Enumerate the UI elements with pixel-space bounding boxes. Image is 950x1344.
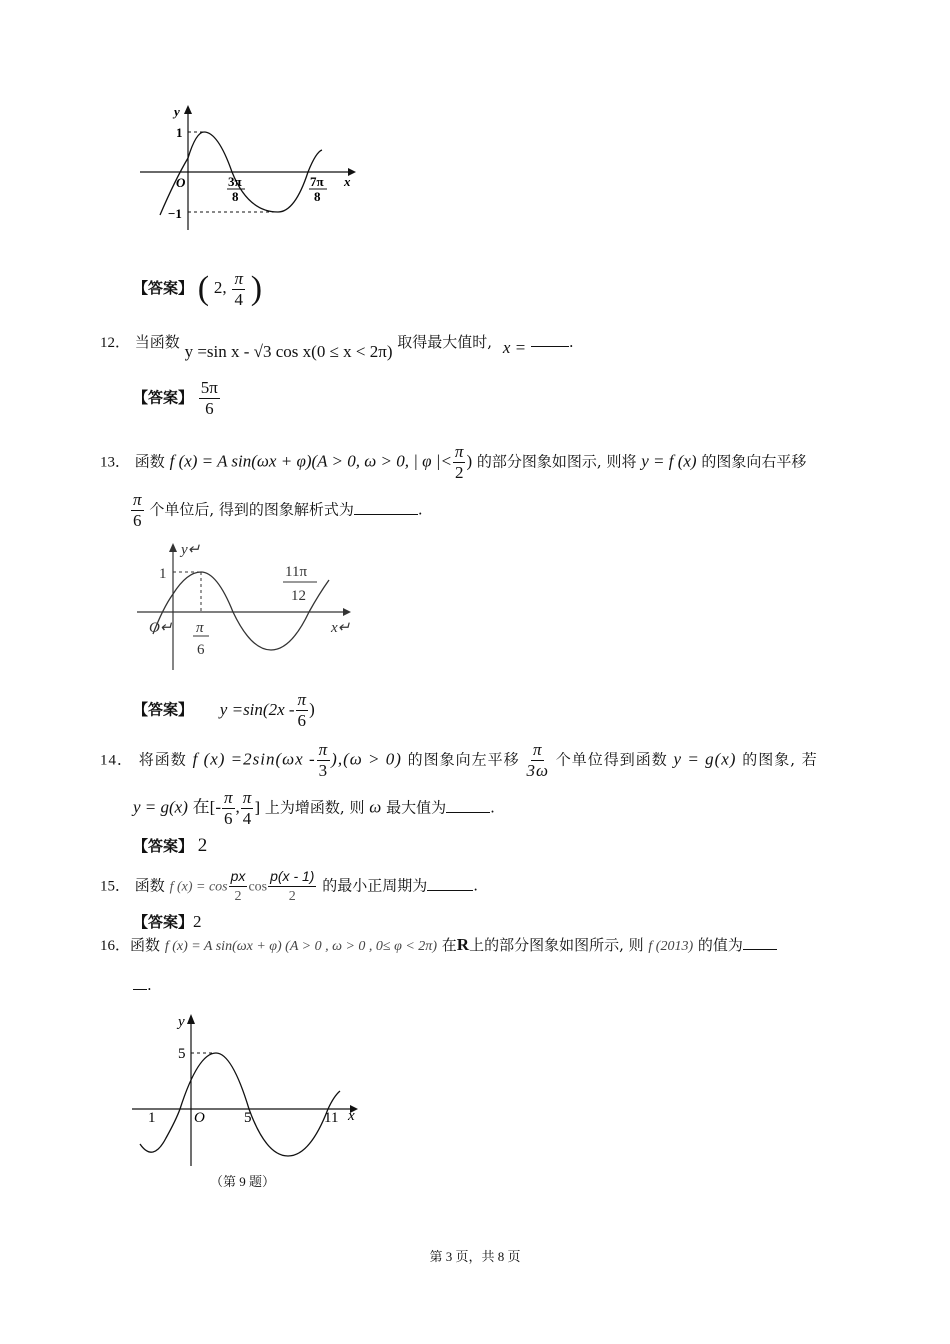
q16-bold-r: R — [456, 935, 470, 954]
q16-caption: （第 9 题） — [210, 1174, 276, 1189]
q13-number: 13． — [100, 454, 131, 471]
q13-end: . — [417, 500, 423, 519]
q11-tick2-num: 7π — [310, 174, 324, 189]
q11-answer-paren-close: ) — [250, 270, 263, 307]
q14-answer — [133, 836, 207, 857]
q15-answer — [133, 912, 202, 933]
q13-tail: 的图象向右平移 — [701, 452, 807, 471]
q15-tail: 的最小正周期为 — [322, 876, 428, 895]
q11-tick2-den: 8 — [314, 189, 321, 204]
q13-line2-frac: $\frac{\pi}{6}$ — [133, 490, 142, 530]
q16-graph — [128, 1008, 368, 1168]
q16-x-label: x — [348, 1108, 355, 1124]
q11-tick1-num: 3π — [228, 174, 242, 189]
q16-blank-a[interactable] — [743, 935, 777, 950]
q13-answer — [133, 690, 315, 731]
q12-lead: 当函数 — [134, 333, 180, 351]
q11-answer-frac: $\frac{\pi}{4}$ — [234, 268, 243, 309]
q14-i1-frac: $\frac{\pi}{6}$ — [224, 788, 233, 828]
q16-tail2: 的值为 — [697, 936, 743, 954]
q13-frac: $\frac{\pi}{2}$ — [454, 442, 464, 482]
answer-label: 【答案】 — [133, 389, 194, 407]
q14-line2-a: y = g(x) — [133, 797, 188, 817]
q16-formula: f (x) = A sin(ωx + φ) (A > 0 , ω > 0 , 0≤ φ < 2π) — [164, 939, 437, 954]
answer-label: 【答案】 — [133, 838, 194, 855]
q12-var: x = — [502, 338, 527, 357]
q16-blank-b[interactable] — [133, 975, 147, 990]
answer-label: 【答案】 — [133, 701, 194, 719]
q12-blank[interactable] — [531, 332, 569, 347]
q11-answer — [133, 268, 262, 310]
q15-blank[interactable] — [427, 876, 473, 891]
q14-i2-frac: $\frac{\pi}{4}$ — [242, 788, 252, 828]
q15-line — [100, 866, 478, 907]
q15-number: 15． — [100, 878, 131, 895]
q14-answer-value: 2 — [197, 835, 208, 856]
q16-tick5-label: 5 — [244, 1110, 252, 1126]
q13-tick1-den: 6 — [197, 642, 205, 658]
q12-number: 12． — [100, 335, 131, 351]
q14-line2 — [133, 788, 495, 829]
q15-a-frac: $\frac{px}{2}$ — [230, 868, 246, 904]
q11-origin-label: O — [176, 175, 186, 190]
q14-number: 14． — [100, 752, 134, 769]
q14-line1 — [100, 740, 818, 781]
q16-line2 — [133, 975, 152, 995]
q12-formula: y =sin x - √3 cos x(0 ≤ x < 2π) — [184, 342, 393, 361]
page-footer: 第 3 页，共 8 页 — [429, 1249, 521, 1264]
q11-answer-paren-open: ( — [197, 270, 210, 307]
q14-comma: , — [235, 797, 240, 817]
q16-lead: 函数 — [130, 936, 161, 954]
q14-end: . — [490, 798, 495, 817]
q14-mid2: 个单位得到函数 — [555, 750, 668, 769]
q16-neg1-label: 1 — [148, 1110, 156, 1126]
q16-number: 16． — [100, 938, 131, 954]
q13-y-label: y↵ — [181, 542, 201, 558]
q13-formula: f (x) = A sin(ωx + φ)(A > 0, ω > 0, | φ |< — [169, 451, 452, 471]
q13-formula2: y = f (x) — [641, 451, 697, 471]
q13-answer-a: y =sin(2x - — [219, 699, 295, 719]
q14-lead: 将函数 — [138, 750, 187, 769]
q14-omega: ω — [369, 797, 382, 817]
q13-tick1-num: π — [196, 620, 204, 636]
q16-mid: 在 — [441, 936, 457, 954]
q14-line2-d: 最大值为 — [386, 798, 447, 817]
q13-line2-text: 个单位后, 得到的图象解析式为 — [149, 500, 354, 519]
q12-answer-frac: $\frac{5\pi}{6}$ — [200, 378, 218, 418]
q12-end: . — [568, 333, 574, 351]
q14-formula: f (x) =2sin(ωx - — [192, 749, 316, 769]
q11-y-arrow-icon — [184, 105, 192, 114]
q13-x-label: x↵ — [331, 620, 351, 636]
q14-m-frac: $\frac{\pi}{3\omega}$ — [526, 740, 549, 780]
q14-line2-c: ] 上为增函数, 则 — [254, 798, 365, 817]
q13-answer-close: ) — [309, 699, 315, 719]
q11-y-label: y — [174, 104, 180, 119]
q12-line — [100, 332, 574, 362]
q14-f-frac: $\frac{\pi}{3}$ — [318, 740, 329, 780]
q15-b-frac: $\frac{p(x - 1)}{2}$ — [270, 868, 315, 904]
q15-cos2: cos — [248, 879, 268, 895]
q13-tick2-den: 12 — [291, 588, 306, 604]
q11-tick1-den: 8 — [232, 189, 239, 204]
q13-answer-frac: $\frac{\pi}{6}$ — [297, 690, 307, 730]
q12-tail: 取得最大值时, — [397, 333, 493, 351]
q16-tick11-label: 11 — [324, 1110, 339, 1126]
q11-x-label: x — [344, 174, 351, 189]
q16-sine-curve — [140, 1053, 340, 1156]
q13-blank[interactable] — [354, 500, 418, 515]
q16-end: . — [147, 976, 152, 994]
q16-tail: 上的部分图象如图所示, 则 — [469, 936, 644, 954]
q15-end: . — [473, 876, 479, 895]
q16-y-arrow-icon — [187, 1014, 195, 1024]
q13-tick2-num: 11π — [285, 564, 308, 580]
q13-graph — [133, 538, 368, 673]
q15-lead: 函数 — [134, 876, 165, 895]
q16-formula2: f (2013) — [648, 939, 694, 954]
q16-y-label: y — [178, 1014, 185, 1030]
q15-formula-a: f (x) = cos — [169, 879, 228, 895]
q11-answer-a: 2, — [213, 278, 227, 297]
q13-line2 — [130, 490, 423, 531]
q11-y-top-label: 1 — [176, 125, 183, 140]
q12-answer — [133, 378, 221, 419]
answer-label: 【答案】 — [133, 280, 194, 297]
q14-formula2: y = g(x) — [673, 749, 737, 769]
q15-answer-value: 2 — [193, 912, 202, 931]
q13-lead: 函数 — [134, 452, 165, 471]
q13-line1 — [100, 442, 806, 483]
q11-y-bottom-label: −1 — [168, 206, 182, 221]
q14-line2-b: 在[- — [192, 797, 221, 817]
q16-line1 — [100, 935, 777, 957]
q14-formula-close: ),(ω > 0) — [331, 749, 402, 769]
q13-mid: 的部分图象如图示, 则将 — [476, 452, 637, 471]
answer-label: 【答案】 — [133, 914, 194, 931]
q13-origin-label: O↵ — [149, 620, 173, 636]
q16-origin-label: O — [194, 1110, 205, 1126]
q11-graph — [130, 100, 370, 235]
q16-y-top-label: 5 — [178, 1046, 186, 1062]
q14-mid: 的图象向左平移 — [407, 750, 520, 769]
q13-formula-close: ) — [466, 451, 473, 471]
q14-tail: 的图象, 若 — [742, 750, 818, 769]
q14-blank[interactable] — [446, 798, 490, 813]
q13-y-top-label: 1 — [159, 566, 167, 582]
